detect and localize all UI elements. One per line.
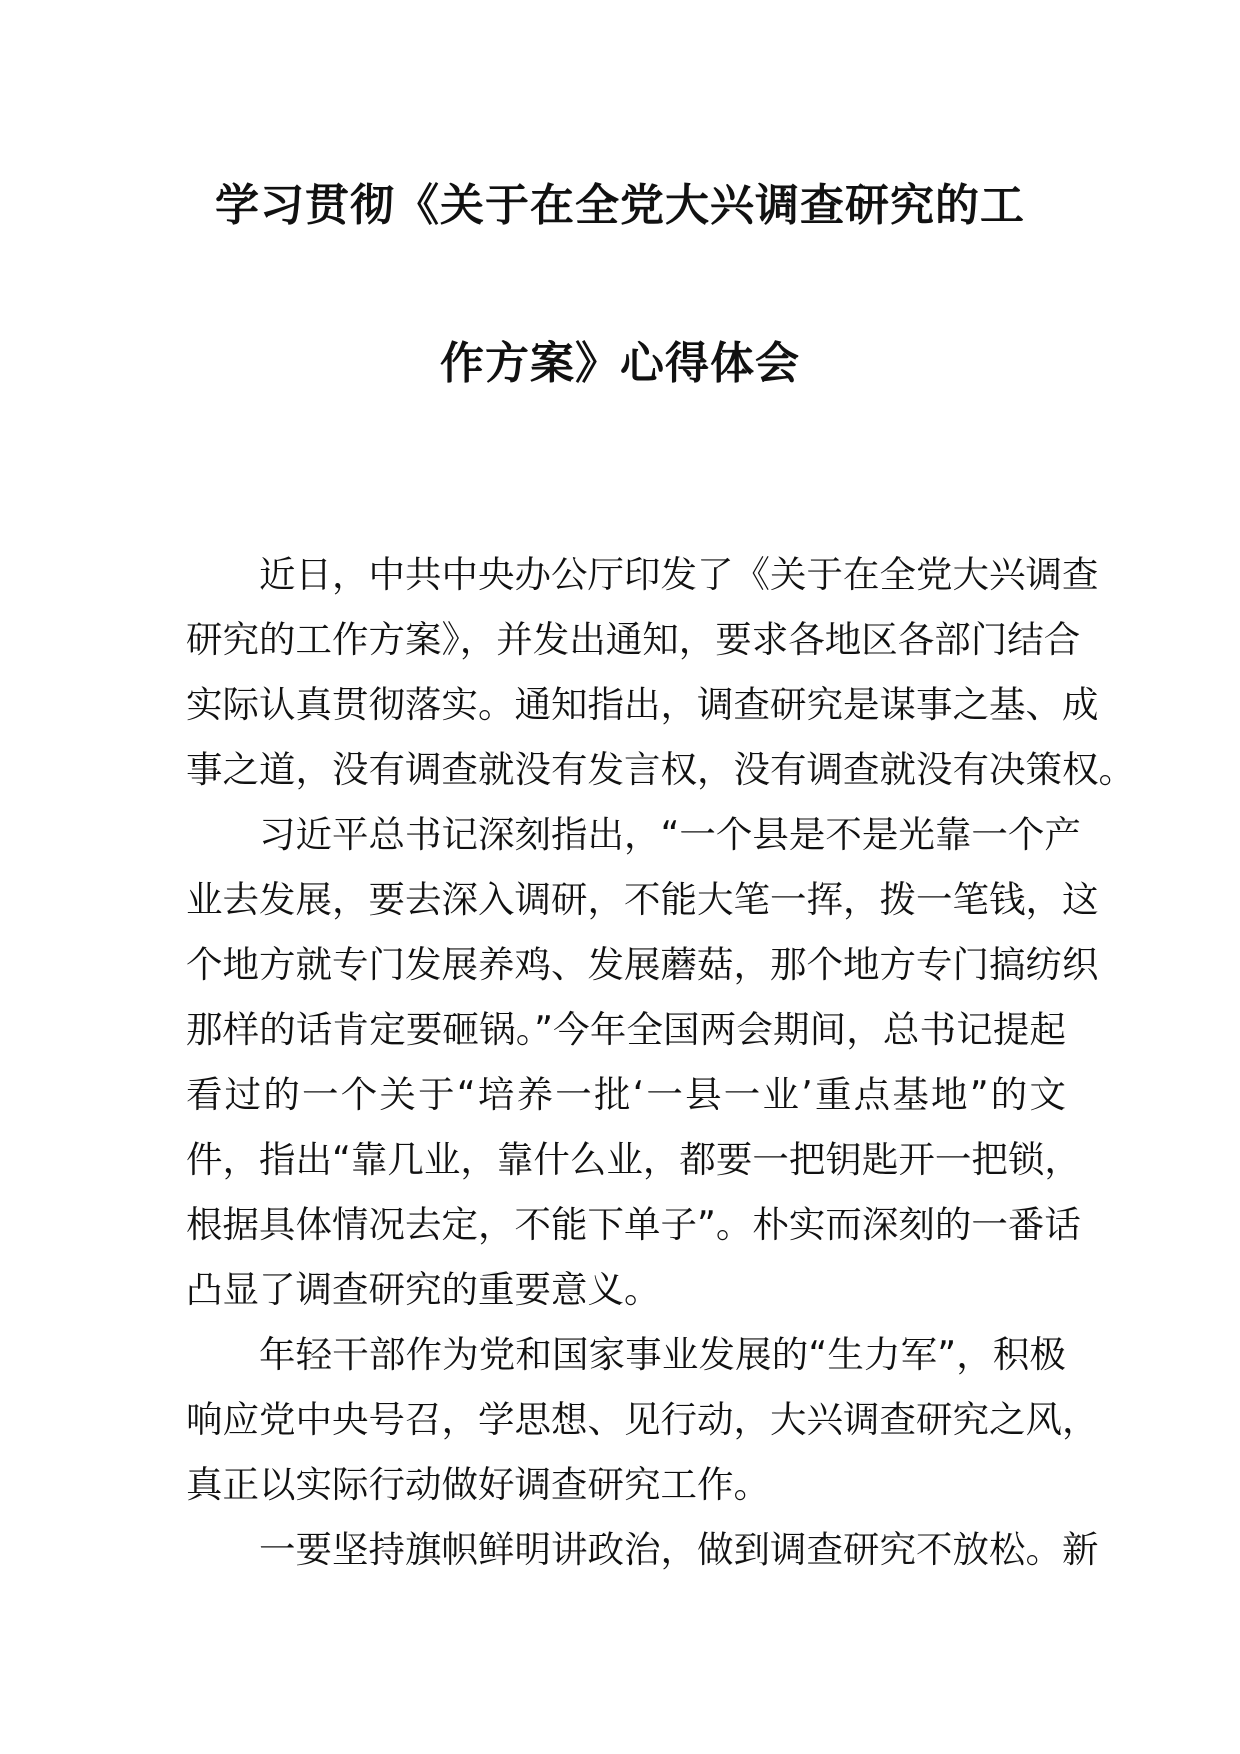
text-line: 近日，中共中央办公厅印发了《关于在全党大兴调查: [259, 553, 1099, 596]
text-line: 事之道，没有调查就没有发言权，没有调查就没有决策权。: [186, 748, 1135, 791]
document-title-line-1: 学习贯彻《关于在全党大兴调查研究的工: [215, 180, 1025, 231]
text-line: 响应党中央号召，学思想、见行动，大兴调查研究之风，: [186, 1398, 1099, 1441]
text-line: 件，指出“靠几业，靠什么业，都要一把钥匙开一把锁，: [186, 1138, 1081, 1181]
text-line: 年轻干部作为党和国家事业发展的“生力军”，积极: [259, 1333, 1066, 1376]
text-line: 习近平总书记深刻指出，“一个县是不是光靠一个产: [259, 813, 1081, 856]
paragraph-4: [186, 1517, 1099, 1582]
text-line: 看过的一个关于“培养一批‘一县一业’重点基地”的文: [186, 1073, 1066, 1116]
text-line: 研究的工作方案》，并发出通知，要求各地区各部门结合: [186, 618, 1081, 661]
text-line: 真正以实际行动做好调查研究工作。: [186, 1463, 770, 1506]
text-line: 实际认真贯彻落实。通知指出，调查研究是谋事之基、成: [186, 683, 1099, 726]
paragraph-2: [186, 802, 1099, 1322]
text-line: 一要坚持旗帜鲜明讲政治，做到调查研究不放松。新: [259, 1528, 1099, 1571]
text-line: 凸显了调查研究的重要意义。: [186, 1268, 661, 1311]
paragraph-3: [186, 1322, 1099, 1517]
paragraph-1: [186, 542, 1135, 802]
text-line: 根据具体情况去定，不能下单子”。朴实而深刻的一番话: [186, 1203, 1081, 1246]
text-line: 业去发展，要去深入调研，不能大笔一挥，拨一笔钱，这: [186, 878, 1099, 921]
text-line: 个地方就专门发展养鸡、发展蘑菇，那个地方专门搞纺织: [186, 943, 1099, 986]
document-title-line-2: 作方案》心得体会: [440, 338, 800, 389]
document-body: [186, 542, 1135, 1582]
text-line: 那样的话肯定要砸锅。”今年全国两会期间，总书记提起: [186, 1008, 1066, 1051]
